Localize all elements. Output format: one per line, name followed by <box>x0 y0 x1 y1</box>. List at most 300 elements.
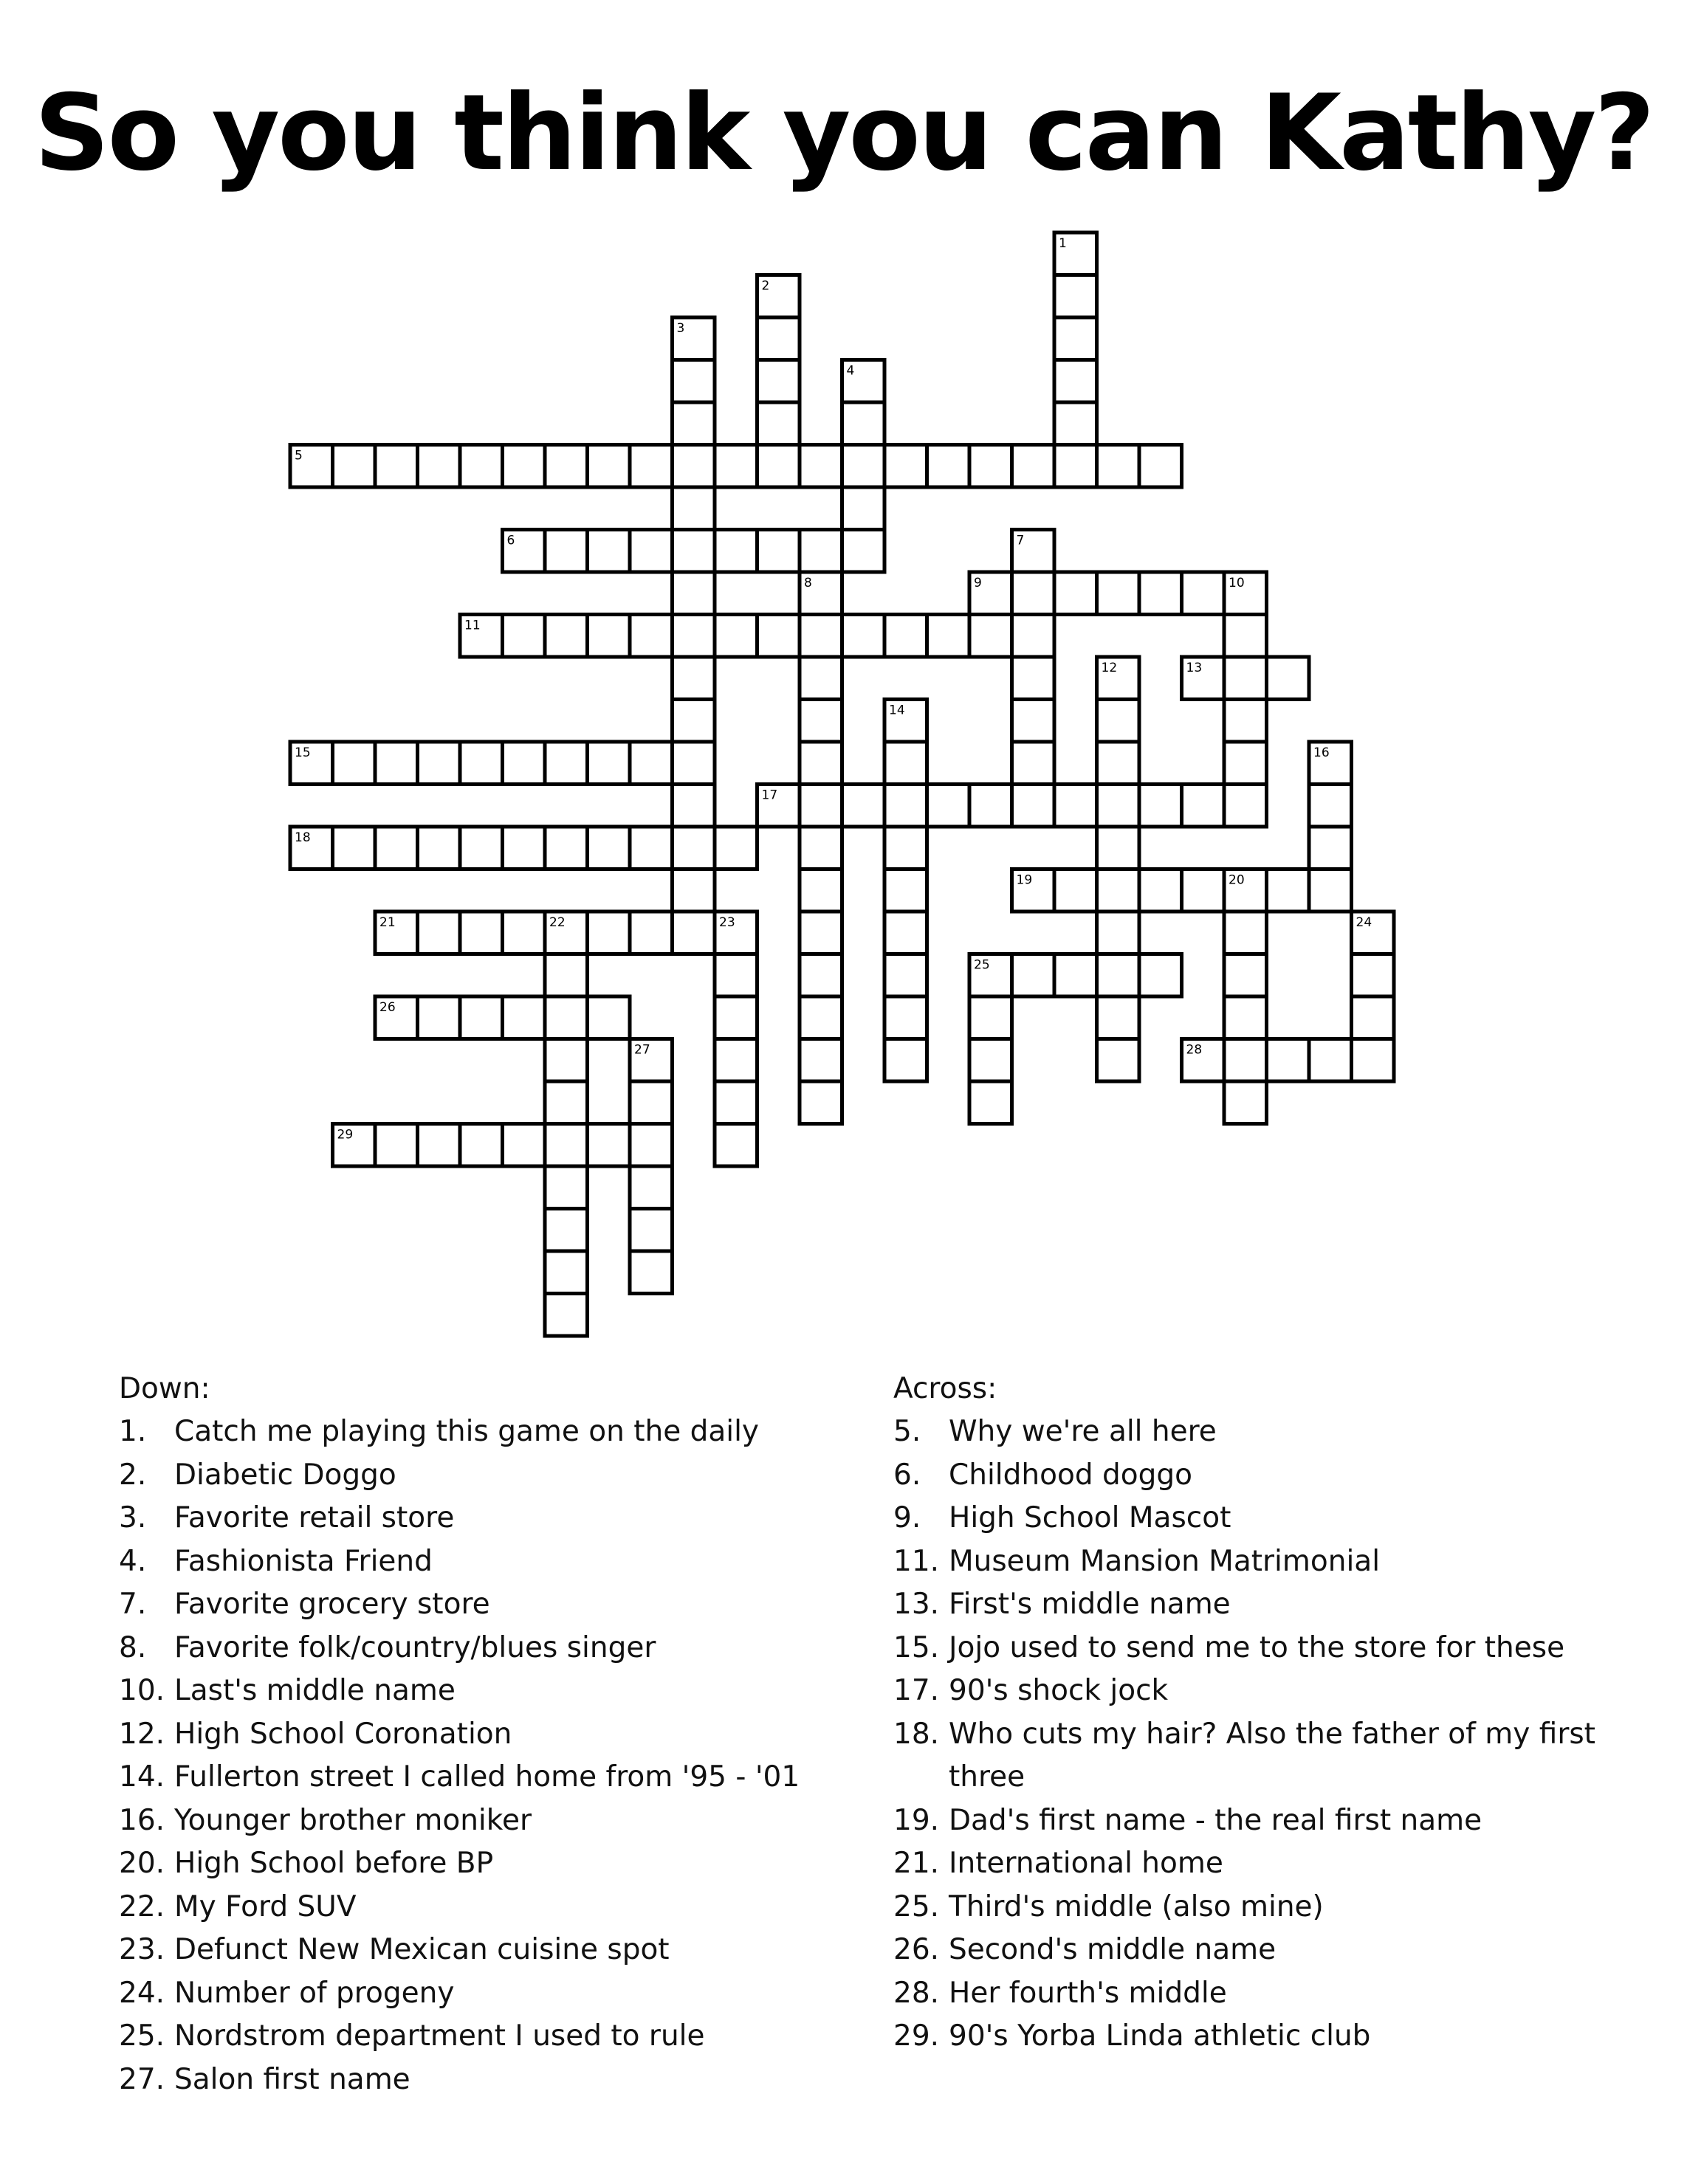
crossword-cell[interactable] <box>1267 869 1310 912</box>
crossword-cell[interactable] <box>884 615 927 658</box>
crossword-cell[interactable] <box>418 827 461 869</box>
clue-number: 12. <box>119 1717 165 1751</box>
clue-number: 3. <box>119 1501 147 1534</box>
cell-number: 17 <box>761 788 778 803</box>
crossword-cell[interactable] <box>545 1251 588 1294</box>
crossword-cell[interactable] <box>545 996 588 1039</box>
crossword-cell[interactable] <box>673 657 715 700</box>
crossword-cell[interactable] <box>1012 785 1055 827</box>
clue-text: 90's Yorba Linda athletic club <box>949 2019 1371 2053</box>
crossword-cell[interactable] <box>1012 530 1055 573</box>
down-clues <box>119 1368 879 2101</box>
cell-number: 9 <box>974 576 982 590</box>
crossword-cell[interactable] <box>1182 657 1225 700</box>
crossword-cell[interactable] <box>969 785 1012 827</box>
crossword-cell[interactable] <box>1097 996 1140 1039</box>
crossword-cell[interactable] <box>673 317 715 360</box>
cell-number: 24 <box>1356 915 1372 930</box>
crossword-cell[interactable] <box>800 530 842 573</box>
crossword-cell[interactable] <box>503 742 546 785</box>
cell-number: 21 <box>379 915 396 930</box>
crossword-cell[interactable] <box>800 615 842 658</box>
crossword-cell[interactable] <box>1012 657 1055 700</box>
crossword-cell[interactable] <box>800 742 842 785</box>
crossword-cell[interactable] <box>460 827 503 869</box>
clue-number: 22. <box>119 1890 165 1923</box>
crossword-cell[interactable] <box>1097 742 1140 785</box>
crossword-cell[interactable] <box>1054 785 1097 827</box>
crossword-cell[interactable] <box>375 912 418 954</box>
crossword-cell[interactable] <box>673 572 715 615</box>
down-clue <box>119 1886 879 1929</box>
clue-text: Nordstrom department I used to rule <box>174 2019 705 2053</box>
down-clue <box>119 1972 879 2016</box>
across-clues <box>893 1368 1661 2059</box>
cell-number: 13 <box>1186 661 1203 675</box>
down-clue <box>119 1929 879 1972</box>
clue-text: High School before BP <box>174 1847 494 1880</box>
crossword-cell[interactable] <box>545 1209 588 1252</box>
clue-number: 29. <box>893 2019 940 2053</box>
crossword-cell[interactable] <box>1054 869 1097 912</box>
clue-number: 25. <box>119 2019 165 2053</box>
cell-number: 2 <box>761 278 770 294</box>
crossword-cell[interactable] <box>673 445 715 488</box>
clue-text: Her fourth's middle <box>949 1976 1227 2010</box>
crossword-cell[interactable] <box>1097 657 1140 700</box>
crossword-cell[interactable] <box>1182 572 1225 615</box>
crossword-cell[interactable] <box>884 742 927 785</box>
crossword-cell[interactable] <box>1054 275 1097 318</box>
crossword-cell[interactable] <box>757 445 800 488</box>
crossword-cell[interactable] <box>545 1039 588 1082</box>
cell-number: 10 <box>1229 576 1245 590</box>
across-clue <box>893 1929 1661 1972</box>
clue-text: 90's shock jock <box>949 1674 1169 1707</box>
cell-number: 4 <box>846 363 855 379</box>
crossword-cell[interactable] <box>1224 912 1267 954</box>
crossword-cell[interactable] <box>1012 869 1055 912</box>
down-clue <box>119 1454 879 1498</box>
crossword-cell[interactable] <box>1352 1039 1395 1082</box>
crossword-cell[interactable] <box>588 615 631 658</box>
clue-text: Jojo used to send me to the store for these <box>949 1630 1565 1664</box>
down-clue <box>119 1627 879 1670</box>
crossword-cell[interactable] <box>757 615 800 658</box>
crossword-cell[interactable] <box>1224 996 1267 1039</box>
crossword-cell[interactable] <box>1309 869 1352 912</box>
crossword-cell[interactable] <box>1224 742 1267 785</box>
crossword-cell[interactable] <box>1352 912 1395 954</box>
crossword-cell[interactable] <box>1224 615 1267 658</box>
crossword-cell[interactable] <box>715 615 757 658</box>
crossword-cell[interactable] <box>630 1081 673 1124</box>
crossword-cell[interactable] <box>545 530 588 573</box>
crossword-cell[interactable] <box>1012 954 1055 997</box>
crossword-cell[interactable] <box>290 827 333 869</box>
crossword-cell[interactable] <box>715 996 757 1039</box>
across-clue <box>893 1670 1661 1713</box>
crossword-cell[interactable] <box>800 1081 842 1124</box>
crossword-cell[interactable] <box>673 402 715 445</box>
crossword-cell[interactable] <box>1352 954 1395 997</box>
crossword-cell[interactable] <box>630 1124 673 1167</box>
cell-number: 14 <box>889 703 905 718</box>
crossword-cell[interactable] <box>800 996 842 1039</box>
crossword-cell[interactable] <box>757 360 800 403</box>
crossword-cell[interactable] <box>545 1124 588 1167</box>
crossword-cell[interactable] <box>927 445 970 488</box>
clue-number: 4. <box>119 1544 147 1578</box>
crossword-cell[interactable] <box>1012 572 1055 615</box>
crossword-cell[interactable] <box>757 317 800 360</box>
crossword-cell[interactable] <box>757 785 800 827</box>
crossword-cell[interactable] <box>927 615 970 658</box>
cell-number: 25 <box>974 957 990 973</box>
crossword-cell[interactable] <box>1012 445 1055 488</box>
crossword-cell[interactable] <box>1097 785 1140 827</box>
clue-number: 5. <box>893 1415 921 1448</box>
clue-text: Catch me playing this game on the daily <box>174 1415 760 1448</box>
crossword-cell[interactable] <box>1224 700 1267 743</box>
cell-number: 19 <box>1016 872 1033 888</box>
crossword-cell[interactable] <box>969 1039 1012 1082</box>
crossword-cell[interactable] <box>460 742 503 785</box>
crossword-cell[interactable] <box>588 530 631 573</box>
clue-text: International home <box>949 1847 1223 1880</box>
crossword-cell[interactable] <box>1139 572 1182 615</box>
crossword-cell[interactable] <box>503 530 546 573</box>
across-clue <box>893 1540 1661 1584</box>
crossword-cell[interactable] <box>333 445 376 488</box>
crossword-cell[interactable] <box>1097 912 1140 954</box>
crossword-cell[interactable] <box>545 954 588 997</box>
clue-number: 23. <box>119 1933 165 1966</box>
cell-number: 29 <box>337 1127 354 1143</box>
crossword-cell[interactable] <box>800 954 842 997</box>
crossword-cell[interactable] <box>842 785 885 827</box>
crossword-cell[interactable] <box>460 445 503 488</box>
across-clue-list <box>893 1410 1661 2059</box>
crossword-cell[interactable] <box>1097 954 1140 997</box>
clue-text: Second's middle name <box>949 1933 1277 1966</box>
crossword-cell[interactable] <box>800 700 842 743</box>
crossword-cell[interactable] <box>1139 954 1182 997</box>
crossword-cell[interactable] <box>460 912 503 954</box>
crossword-cell[interactable] <box>1309 827 1352 869</box>
clue-text: Number of progeny <box>174 1976 455 2010</box>
clue-text: Younger brother moniker <box>174 1803 532 1837</box>
crossword-cell[interactable] <box>1097 572 1140 615</box>
crossword-cell[interactable] <box>1012 700 1055 743</box>
clue-text: Diabetic Doggo <box>174 1458 396 1492</box>
crossword-cell[interactable] <box>842 402 885 445</box>
crossword-cell[interactable] <box>545 827 588 869</box>
crossword-cell[interactable] <box>460 996 503 1039</box>
crossword-cell[interactable] <box>545 1081 588 1124</box>
cell-number: 23 <box>719 915 735 930</box>
crossword-cell[interactable] <box>842 360 885 403</box>
crossword-cell[interactable] <box>333 1124 376 1167</box>
crossword-cell[interactable] <box>1182 869 1225 912</box>
crossword-cell[interactable] <box>588 912 631 954</box>
crossword-cell[interactable] <box>673 785 715 827</box>
crossword-cell[interactable] <box>1182 1039 1225 1082</box>
crossword-cell[interactable] <box>333 742 376 785</box>
crossword-cell[interactable] <box>1309 1039 1352 1082</box>
clue-text: Fullerton street I called home from '95 - '01 <box>174 1760 800 1794</box>
crossword-cell[interactable] <box>545 742 588 785</box>
crossword-cell[interactable] <box>545 615 588 658</box>
crossword-cell[interactable] <box>1267 1039 1310 1082</box>
crossword-cell[interactable] <box>1352 996 1395 1039</box>
crossword-cell[interactable] <box>842 530 885 573</box>
clue-number: 25. <box>893 1890 940 1923</box>
crossword-cell[interactable] <box>1097 700 1140 743</box>
down-heading: Down: <box>119 1372 210 1405</box>
crossword-cell[interactable] <box>715 1124 757 1167</box>
crossword-cell[interactable] <box>1054 954 1097 997</box>
crossword-cell[interactable] <box>630 1209 673 1252</box>
crossword-cell[interactable] <box>842 487 885 530</box>
down-clue <box>119 1497 879 1540</box>
crossword-cell[interactable] <box>630 445 673 488</box>
clue-number: 11. <box>893 1544 940 1578</box>
cell-number: 18 <box>295 830 311 845</box>
crossword-cell[interactable] <box>588 1124 631 1167</box>
crossword-cell[interactable] <box>1097 1039 1140 1082</box>
crossword-cell[interactable] <box>1139 785 1182 827</box>
clue-text: Third's middle (also mine) <box>949 1890 1324 1923</box>
crossword-cell[interactable] <box>1097 827 1140 869</box>
crossword-cell[interactable] <box>800 869 842 912</box>
crossword-cell[interactable] <box>1224 1039 1267 1082</box>
crossword-cell[interactable] <box>715 912 757 954</box>
clue-text: Who cuts my hair? Also the father of my first three <box>949 1717 1595 1794</box>
cell-number: 28 <box>1186 1042 1203 1058</box>
clue-text: Fashionista Friend <box>174 1544 433 1578</box>
crossword-cell[interactable] <box>715 827 757 869</box>
crossword-cell[interactable] <box>503 445 546 488</box>
clue-text: Museum Mansion Matrimonial <box>949 1544 1381 1578</box>
crossword-cell[interactable] <box>884 869 927 912</box>
cell-number: 12 <box>1101 661 1118 675</box>
clue-text: High School Coronation <box>174 1717 512 1751</box>
crossword-cell[interactable] <box>333 827 376 869</box>
across-clue <box>893 1972 1661 2016</box>
clue-text: Defunct New Mexican cuisine spot <box>174 1933 670 1966</box>
puzzle-title: So you think you can Kathy? <box>34 72 1653 194</box>
clue-number: 18. <box>893 1717 940 1751</box>
crossword-cell[interactable] <box>1309 742 1352 785</box>
clue-text: First's middle name <box>949 1588 1231 1621</box>
crossword-cell[interactable] <box>503 996 546 1039</box>
crossword-cell[interactable] <box>630 1251 673 1294</box>
crossword-cell[interactable] <box>884 996 927 1039</box>
crossword-cell[interactable] <box>1139 869 1182 912</box>
crossword-cell[interactable] <box>673 530 715 573</box>
crossword-cell[interactable] <box>630 742 673 785</box>
crossword-cell[interactable] <box>418 742 461 785</box>
crossword-cell[interactable] <box>1097 869 1140 912</box>
clue-number: 6. <box>893 1458 921 1492</box>
crossword-cell[interactable] <box>1267 657 1310 700</box>
down-clue <box>119 1540 879 1584</box>
crossword-cell[interactable] <box>673 869 715 912</box>
crossword-cell[interactable] <box>800 785 842 827</box>
crossword-cell[interactable] <box>545 1166 588 1209</box>
crossword-cell[interactable] <box>715 445 757 488</box>
crossword-cell[interactable] <box>969 572 1012 615</box>
crossword-cell[interactable] <box>1012 742 1055 785</box>
crossword-cell[interactable] <box>460 615 503 658</box>
crossword-cell[interactable] <box>1182 785 1225 827</box>
crossword-cell[interactable] <box>800 657 842 700</box>
crossword-cell[interactable] <box>503 615 546 658</box>
down-clue <box>119 1799 879 1843</box>
crossword-cell[interactable] <box>1224 869 1267 912</box>
crossword-cell[interactable] <box>375 742 418 785</box>
crossword-cell[interactable] <box>1309 785 1352 827</box>
clue-text: High School Mascot <box>949 1501 1231 1534</box>
crossword-cell[interactable] <box>418 1124 461 1167</box>
clue-number: 21. <box>893 1847 940 1880</box>
crossword-cell[interactable] <box>1054 360 1097 403</box>
crossword-cell[interactable] <box>290 445 333 488</box>
crossword-cell[interactable] <box>969 996 1012 1039</box>
crossword-cell[interactable] <box>1097 445 1140 488</box>
crossword-cell[interactable] <box>884 700 927 743</box>
crossword-cell[interactable] <box>927 785 970 827</box>
crossword-cell[interactable] <box>715 530 757 573</box>
crossword-cell[interactable] <box>1054 572 1097 615</box>
crossword-cell[interactable] <box>673 912 715 954</box>
crossword-cell[interactable] <box>1054 317 1097 360</box>
crossword-cell[interactable] <box>588 742 631 785</box>
crossword-cell[interactable] <box>630 912 673 954</box>
crossword-cell[interactable] <box>673 700 715 743</box>
crossword-cell[interactable] <box>375 1124 418 1167</box>
crossword-cell[interactable] <box>673 487 715 530</box>
crossword-cell[interactable] <box>757 402 800 445</box>
cell-number: 22 <box>549 915 566 930</box>
crossword-cell[interactable] <box>969 615 1012 658</box>
crossword-cell[interactable] <box>290 742 333 785</box>
crossword-cell[interactable] <box>588 445 631 488</box>
across-clue <box>893 1497 1661 1540</box>
crossword-cell[interactable] <box>545 1294 588 1337</box>
crossword-cell[interactable] <box>842 445 885 488</box>
clue-number: 17. <box>893 1674 940 1707</box>
crossword-cell[interactable] <box>969 954 1012 997</box>
cell-number: 15 <box>295 745 311 760</box>
crossword-cell[interactable] <box>969 1081 1012 1124</box>
crossword-cell[interactable] <box>800 572 842 615</box>
crossword-cell[interactable] <box>630 615 673 658</box>
crossword-cell[interactable] <box>1054 402 1097 445</box>
crossword-cell[interactable] <box>884 954 927 997</box>
crossword-cell[interactable] <box>757 530 800 573</box>
clue-number: 24. <box>119 1976 165 2010</box>
crossword-cell[interactable] <box>630 1039 673 1082</box>
crossword-cell[interactable] <box>375 827 418 869</box>
down-clue <box>119 1583 879 1627</box>
crossword-cell[interactable] <box>1054 445 1097 488</box>
crossword-cell[interactable] <box>673 615 715 658</box>
crossword-cell[interactable] <box>884 785 927 827</box>
crossword-cell[interactable] <box>545 445 588 488</box>
cell-number: 27 <box>634 1042 650 1058</box>
crossword-cell[interactable] <box>673 742 715 785</box>
crossword-cell[interactable] <box>375 996 418 1039</box>
crossword-cell[interactable] <box>375 445 418 488</box>
crossword-cell[interactable] <box>842 615 885 658</box>
cell-number: 5 <box>295 448 303 464</box>
crossword-cell[interactable] <box>673 827 715 869</box>
crossword-cell[interactable] <box>588 827 631 869</box>
crossword-cell[interactable] <box>715 1081 757 1124</box>
crossword-cell[interactable] <box>800 445 842 488</box>
crossword-cell[interactable] <box>1139 445 1182 488</box>
crossword-cell[interactable] <box>545 912 588 954</box>
crossword-cell[interactable] <box>630 530 673 573</box>
crossword-cell[interactable] <box>884 445 927 488</box>
crossword-cell[interactable] <box>884 827 927 869</box>
across-clue <box>893 1454 1661 1498</box>
clue-number: 16. <box>119 1803 165 1837</box>
crossword-cell[interactable] <box>1224 572 1267 615</box>
crossword-cell[interactable] <box>969 445 1012 488</box>
crossword-cell[interactable] <box>757 275 800 318</box>
crossword-cell[interactable] <box>503 827 546 869</box>
crossword-cell[interactable] <box>800 827 842 869</box>
clue-text: Dad's first name - the real first name <box>949 1803 1482 1837</box>
across-clue <box>893 1713 1661 1799</box>
crossword-cell[interactable] <box>1224 657 1267 700</box>
clue-number: 15. <box>893 1630 940 1664</box>
crossword-cell[interactable] <box>715 954 757 997</box>
across-clue <box>893 1842 1661 1886</box>
crossword-cell[interactable] <box>800 912 842 954</box>
crossword-cell[interactable] <box>588 996 631 1039</box>
crossword-cell[interactable] <box>630 1166 673 1209</box>
crossword-cell[interactable] <box>418 996 461 1039</box>
crossword-cell[interactable] <box>460 1124 503 1167</box>
clue-text: Childhood doggo <box>949 1458 1192 1492</box>
crossword-cell[interactable] <box>1224 785 1267 827</box>
across-heading: Across: <box>893 1372 997 1405</box>
crossword-cell[interactable] <box>673 360 715 403</box>
clue-number: 14. <box>119 1760 165 1794</box>
crossword-cell[interactable] <box>503 912 546 954</box>
crossword-cell[interactable] <box>1012 615 1055 658</box>
crossword-cell[interactable] <box>1054 232 1097 275</box>
cell-number: 7 <box>1016 533 1025 548</box>
crossword-cell[interactable] <box>1224 1081 1267 1124</box>
crossword-cell[interactable] <box>418 445 461 488</box>
crossword-cell[interactable] <box>884 912 927 954</box>
clue-text: My Ford SUV <box>174 1890 357 1923</box>
crossword-cell[interactable] <box>503 1124 546 1167</box>
crossword-cell[interactable] <box>800 1039 842 1082</box>
crossword-cell[interactable] <box>715 1039 757 1082</box>
crossword-cell[interactable] <box>1224 954 1267 997</box>
clue-text: Why we're all here <box>949 1415 1217 1448</box>
crossword-cell[interactable] <box>630 827 673 869</box>
crossword-cell[interactable] <box>418 912 461 954</box>
crossword-cell[interactable] <box>884 1039 927 1082</box>
clue-number: 27. <box>119 2062 165 2096</box>
